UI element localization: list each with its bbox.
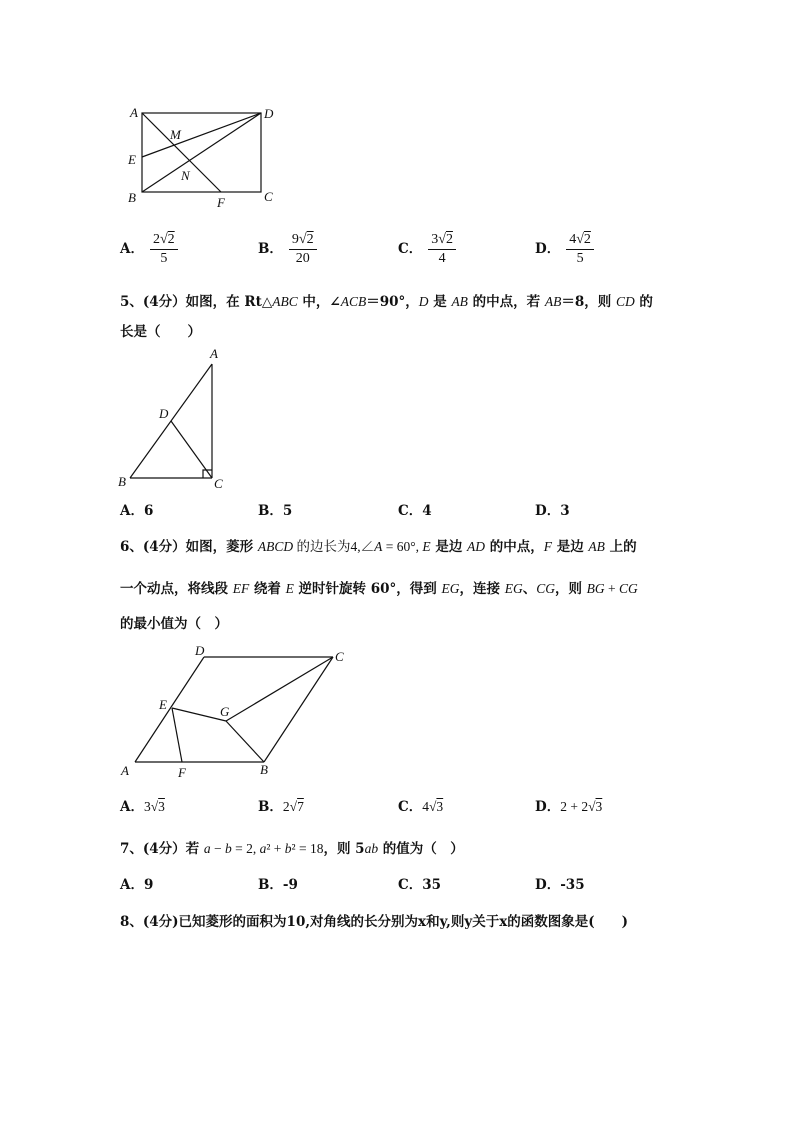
coef: 3 <box>143 799 151 814</box>
label-E: E <box>128 152 136 167</box>
label-C: C <box>214 476 223 491</box>
coef: 4 <box>422 799 429 814</box>
denominator: 5 <box>576 251 584 266</box>
q4-figure <box>120 100 290 210</box>
q8-stem: 8、(4分)已知菱形的面积为10,对角线的长分别为x和y,则y关于x的函数图象是( ) <box>120 914 629 930</box>
q6-figure <box>115 640 355 782</box>
q6-option-b[interactable]: B．2√7 <box>258 799 304 815</box>
label-A: A <box>130 105 138 120</box>
coef: 2 <box>282 799 290 814</box>
q6-stem-line1: 6、(4分）如图，菱形 ABCD 的边长为4,∠A = 60°, E 是边 AD 的中点，F 是边 AB 上的 <box>120 539 637 555</box>
q4-option-a[interactable]: A． $\frac{2√2}{5}$ <box>120 232 178 267</box>
label-A: A <box>121 763 129 778</box>
q5-option-d[interactable]: D．3 <box>535 503 570 519</box>
coef: 9 <box>291 232 299 247</box>
option-letter: B． <box>258 241 283 257</box>
option-letter: B． <box>258 799 283 815</box>
q5-option-c[interactable]: C．4 <box>398 503 432 519</box>
coef: 3 <box>431 232 439 247</box>
radicand: 7 <box>297 799 304 814</box>
q4-option-b[interactable]: B． $\frac{9√2}{20}$ <box>258 232 317 267</box>
label-M: M <box>170 127 181 142</box>
option-letter: A． <box>120 799 144 815</box>
label-D: D <box>264 106 274 121</box>
label-N: N <box>181 168 190 183</box>
option-letter: D． <box>535 799 561 815</box>
q6-stem-line3: 的最小值为（ ） <box>120 616 228 632</box>
label-C: C <box>335 649 344 664</box>
radicand: 3 <box>595 799 603 814</box>
label-E: E <box>159 697 167 712</box>
radicand: 2 <box>167 232 175 247</box>
denominator: 5 <box>160 251 168 266</box>
denominator: 4 <box>438 251 446 266</box>
label-B: B <box>118 474 126 489</box>
radicand: 3 <box>158 799 165 814</box>
q5-stem-line2: 长是（ ） <box>120 324 201 340</box>
q7-stem: 7、(4分）若 a − b = 2, a² + b² = 18，则 5ab 的值为（ ） <box>120 841 464 857</box>
label-D: D <box>159 406 169 421</box>
q7-option-a[interactable]: A．9 <box>120 877 154 893</box>
q5-stem-line1: 5、(4分）如图，在 Rt△ABC 中，∠ACB＝90°，D 是 AB 的中点，若 AB＝8，则 CD 的 <box>120 294 653 310</box>
coef: 2 + 2 <box>560 799 589 814</box>
q4-option-d[interactable]: D． $\frac{4√2}{5}$ <box>535 232 594 267</box>
option-letter: C． <box>398 241 423 257</box>
q6-option-a[interactable]: A．3√3 <box>120 799 165 815</box>
option-letter: C． <box>398 799 423 815</box>
q6-option-c[interactable]: C．4√3 <box>398 799 444 815</box>
q7-option-b[interactable]: B．-9 <box>258 877 298 893</box>
radicand: 3 <box>436 799 444 814</box>
q5-option-b[interactable]: B．5 <box>258 503 293 519</box>
label-B: B <box>128 190 136 205</box>
label-A: A <box>210 346 218 361</box>
q6-option-d[interactable]: D．2 + 2√3 <box>535 799 603 815</box>
label-G: G <box>220 704 230 719</box>
radicand: 2 <box>583 232 591 247</box>
q5-option-a[interactable]: A．6 <box>120 503 154 519</box>
coef: 4 <box>569 232 577 247</box>
q7-option-d[interactable]: D．-35 <box>535 877 585 893</box>
q6-stem-line2: 一个动点，将线段 EF 绕着 E 逆时针旋转 60°，得到 EG，连接 EG、CG，则 BG + CG <box>120 581 638 597</box>
coef: 2 <box>152 232 160 247</box>
option-letter: D． <box>535 241 561 257</box>
denominator: 20 <box>295 251 310 266</box>
radicand: 2 <box>445 232 453 247</box>
label-C: C <box>264 189 273 204</box>
q5-figure <box>110 342 240 494</box>
label-F: F <box>178 765 186 780</box>
q4-option-c[interactable]: C． $\frac{3√2}{4}$ <box>398 232 456 267</box>
label-B: B <box>260 762 268 777</box>
label-D: D <box>195 643 205 658</box>
option-letter: A． <box>120 241 144 257</box>
label-F: F <box>217 195 225 210</box>
radicand: 2 <box>306 232 314 247</box>
q7-option-c[interactable]: C．35 <box>398 877 442 893</box>
